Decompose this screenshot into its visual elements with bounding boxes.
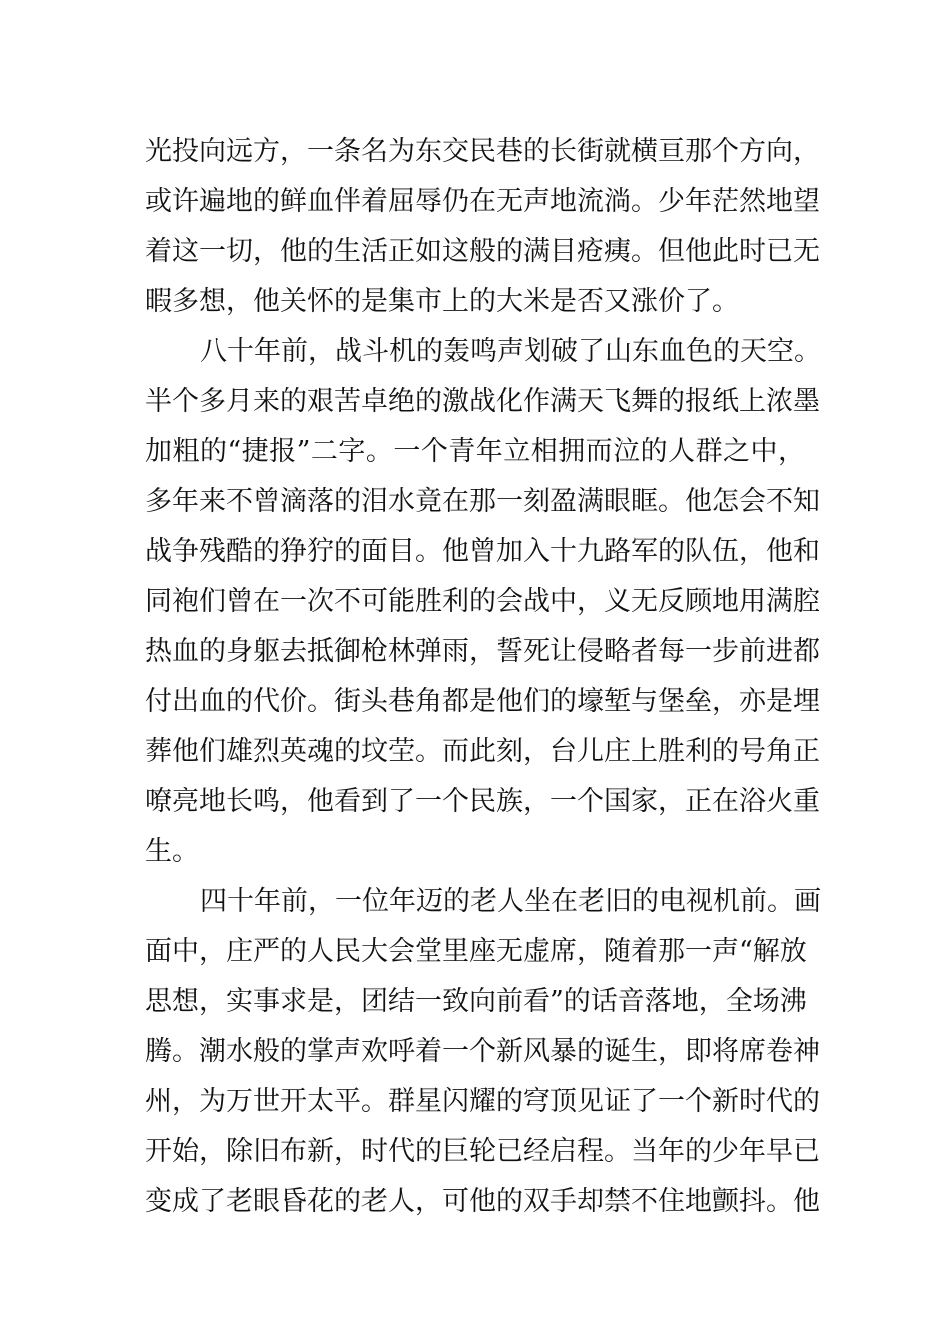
- text-line: 生。: [145, 836, 199, 867]
- text-line: 半个多月来的艰苦卓绝的激战化作满天飞舞的报纸上浓墨: [145, 386, 820, 417]
- text-line: 暇多想，他关怀的是集市上的大米是否又涨价了。: [145, 286, 739, 317]
- paragraph: [145, 327, 821, 877]
- text-line: 腾。潮水般的掌声欢呼着一个新风暴的诞生，即将席卷神: [145, 1036, 820, 1067]
- text-line: 付出血的代价。街头巷角都是他们的壕堑与堡垒，亦是埋: [145, 686, 820, 717]
- text-line: 多年来不曾滴落的泪水竟在那一刻盈满眼眶。他怎会不知: [145, 486, 820, 517]
- text-line: 战争残酷的狰狞的面目。他曾加入十九路军的队伍，他和: [145, 536, 820, 567]
- text-line: 面中，庄严的人民大会堂里座无虚席，随着那一声“解放: [145, 936, 807, 967]
- text-line: 嘹亮地长鸣，他看到了一个民族，一个国家，正在浴火重: [145, 786, 820, 817]
- text-line: 八十年前，战斗机的轰鸣声划破了山东血色的天空。: [200, 336, 821, 367]
- text-line: 变成了老眼昏花的老人，可他的双手却禁不住地颤抖。他: [145, 1186, 820, 1217]
- text-line: 或许遍地的鲜血伴着屈辱仍在无声地流淌。少年茫然地望: [145, 186, 820, 217]
- text-line: 州，为万世开太平。群星闪耀的穹顶见证了一个新时代的: [145, 1086, 820, 1117]
- text-line: 开始，除旧布新，时代的巨轮已经启程。当年的少年早已: [145, 1136, 820, 1167]
- text-line: 葬他们雄烈英魂的坟茔。而此刻，台儿庄上胜利的号角正: [145, 736, 820, 767]
- text-line: 思想，实事求是，团结一致向前看”的话音落地，全场沸: [145, 986, 807, 1017]
- paragraph: [145, 877, 821, 1227]
- paragraph: [145, 127, 820, 327]
- body-text: [145, 127, 821, 1227]
- text-line: 四十年前，一位年迈的老人坐在老旧的电视机前。画: [200, 886, 821, 917]
- text-line: 着这一切，他的生活正如这般的满目疮痍。但他此时已无: [145, 236, 820, 267]
- text-line: 光投向远方，一条名为东交民巷的长街就横亘那个方向，: [145, 136, 820, 167]
- text-line: 加粗的“捷报”二字。一个青年立相拥而泣的人群之中，: [145, 436, 805, 467]
- text-line: 同袍们曾在一次不可能胜利的会战中，义无反顾地用满腔: [145, 586, 820, 617]
- text-line: 热血的身躯去抵御枪林弹雨，誓死让侵略者每一步前进都: [145, 636, 820, 667]
